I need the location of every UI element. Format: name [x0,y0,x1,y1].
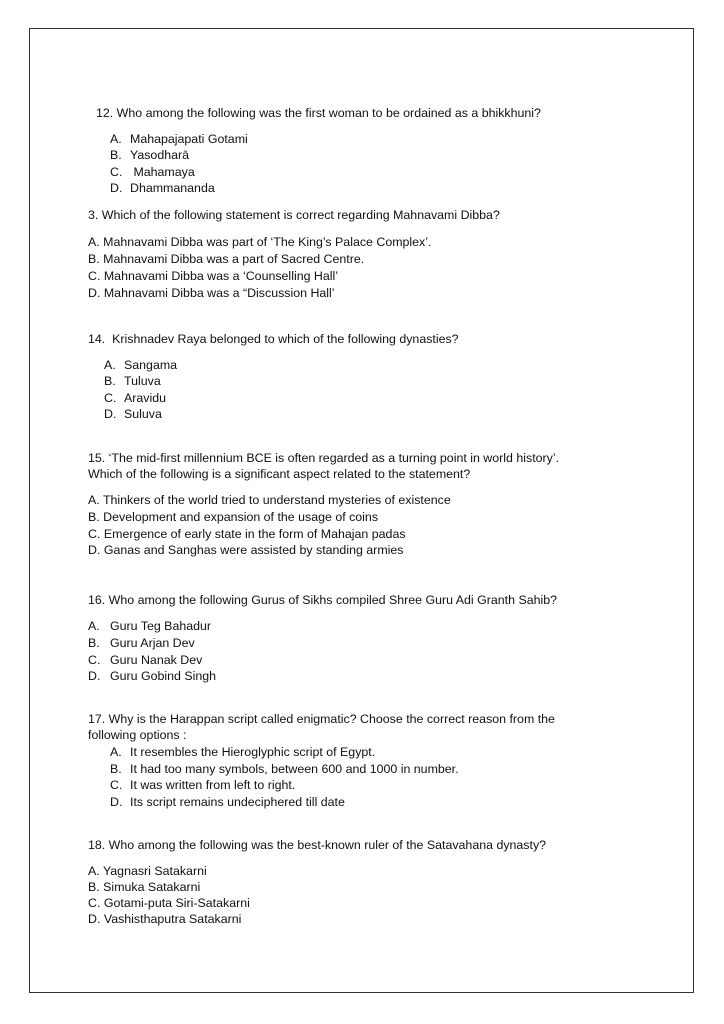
question-18-option-b: B. Simuka Satakarni [88,880,201,894]
question-18-option-d: D. Vashisthaputra Satakarni [88,912,242,926]
question-17-text-line1: 17. Why is the Harappan script called enigmatic? Choose the correct reason from the [88,712,555,726]
question-14-option-c: C. Aravidu [104,391,167,405]
question-12-option-a: A. Mahapajapati Gotami [110,132,248,146]
question-3-option-d: D. Mahnavami Dibba was a “Discussion Hall’ [88,286,335,300]
question-15-option-a: A. Thinkers of the world tried to understand mysteries of existence [88,493,451,507]
question-16-text: 16. Who among the following Gurus of Sikhs compiled Shree Guru Adi Granth Sahib? [88,593,558,607]
question-15-option-c: C. Emergence of early state in the form of Mahajan padas [88,527,406,541]
question-15-text-line2: Which of the following is a significant aspect related to the statement? [88,467,471,481]
question-18-option-a: A. Yagnasri Satakarni [88,864,207,878]
question-18-text: 18. Who among the following was the best-known ruler of the Satavahana dynasty? [88,838,547,852]
question-14-option-b: B. Tuluva [104,374,161,388]
question-3-text: 3. Which of the following statement is correct regarding Mahnavami Dibba? [88,208,500,222]
question-3-option-c: C. Mahnavami Dibba was a ‘Counselling Hall’ [88,269,339,283]
question-14-option-a: A. Sangama [104,358,178,372]
question-12-option-c: C. Mahamaya [110,165,195,179]
question-17-option-c: C. It was written from left to right. [110,778,296,792]
question-16-option-b: B. Guru Arjan Dev [88,636,195,650]
question-16-option-c: C. Guru Nanak Dev [88,653,203,667]
question-3-option-a: A. Mahnavami Dibba was part of ‘The King’s Palace Complex’. [88,235,432,249]
question-15-option-d: D. Ganas and Sanghas were assisted by standing armies [88,543,404,557]
question-15-text-line1: 15. ‘The mid-first millennium BCE is often regarded as a turning point in world history’. [88,451,560,465]
question-12-option-b: B. Yasodharā [110,148,190,162]
question-17-option-b: B. It had too many symbols, between 600 and 1000 in number. [110,762,459,776]
question-17-text-line2: following options : [88,728,187,742]
question-17-option-d: D. Its script remains undeciphered till date [110,795,345,809]
question-3-option-b: B. Mahnavami Dibba was a part of Sacred Centre. [88,252,365,266]
question-12-option-d: D. Dhammananda [110,181,215,195]
question-17-option-a: A. It resembles the Hieroglyphic script of Egypt. [110,745,376,759]
question-16-option-d: D. Guru Gobind Singh [88,669,217,683]
question-16-option-a: A. Guru Teg Bahadur [88,619,212,633]
question-15-option-b: B. Development and expansion of the usage of coins [88,510,379,524]
question-14-option-d: D. Suluva [104,407,162,421]
question-12-text: 12. Who among the following was the first woman to be ordained as a bhikkhuni? [96,106,541,120]
question-14-text: 14. Krishnadev Raya belonged to which of the following dynasties? [88,332,459,346]
question-18-option-c: C. Gotami-puta Siri-Satakarni [88,896,250,910]
